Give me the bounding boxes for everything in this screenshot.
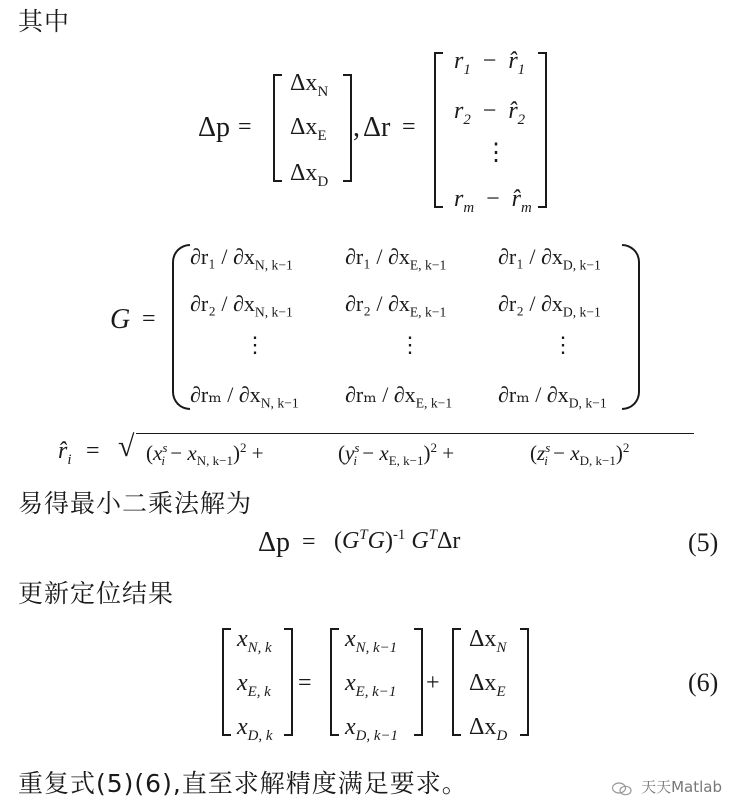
r-hat-term-y: $(y^s_i - x_{E, k-1})^2$ +: [338, 440, 455, 469]
watermark-text: 天天Matlab: [641, 778, 722, 796]
dr-row-2: $r_2$ − $r̂_2$: [454, 98, 526, 128]
dr-left-bracket: [434, 52, 443, 208]
update-text: 更新定位结果: [18, 579, 175, 608]
G-vdots: ⋮: [399, 332, 421, 357]
G-cell: $\partial r_m / \partial x_{N, k-1}$: [190, 382, 299, 411]
eq6-col2-row-e: $x_{E, k-1}$: [345, 670, 397, 700]
G-cell: $\partial r_2 / \partial x_{N, k-1}$: [190, 291, 293, 320]
dp-row-n: $\Delta x_N$: [290, 70, 329, 100]
G-left-paren: [172, 244, 190, 410]
dp-left-bracket: [273, 74, 282, 182]
eq5-equals: =: [302, 529, 316, 555]
eq6-col1-row-d: $x_{D, k}$: [237, 714, 273, 744]
G-cell: $\partial r_m / \partial x_{D, k-1}$: [498, 382, 607, 411]
eq6-equals: =: [298, 670, 312, 696]
G-vdots: ⋮: [244, 332, 266, 357]
eq6-col2-right-bracket: [414, 628, 423, 736]
eq6-col1-row-e: $x_{E, k}$: [237, 670, 271, 700]
G-cell: $\partial r_1 / \partial x_{N, k-1}$: [190, 244, 293, 273]
dp-row-e: $\Delta x_E$: [290, 114, 327, 144]
eq6-col3-row-e: $\Delta x_E$: [469, 670, 506, 700]
eq6-col3-left-bracket: [452, 628, 461, 736]
watermark: [612, 776, 722, 797]
eq6-col3-row-n: $\Delta x_N$: [469, 626, 507, 656]
r-hat-lhs: $r̂_i$: [58, 438, 72, 468]
dp-lhs: Δp: [198, 112, 231, 143]
eq6-plus: +: [426, 670, 440, 696]
G-cell: $\partial r_m / \partial x_{E, k-1}$: [345, 382, 453, 411]
eq6-col2-row-n: $x_{N, k-1}$: [345, 626, 398, 656]
G-cell: $\partial r_1 / \partial x_{E, k-1}$: [345, 244, 447, 273]
dp-equals: =: [238, 114, 252, 140]
dr-equals: =: [402, 114, 416, 140]
eq6-col2-row-d: $x_{D, k-1}$: [345, 714, 398, 744]
G-cell: $\partial r_2 / \partial x_{D, k-1}$: [498, 291, 601, 320]
G-cell: $\partial r_1 / \partial x_{D, k-1}$: [498, 244, 601, 273]
dr-right-bracket: [538, 52, 547, 208]
final-text: 重复式(5)(6),直至求解精度满足要求。: [18, 769, 468, 798]
wechat-icon: [612, 781, 632, 795]
eq6-col3-right-bracket: [520, 628, 529, 736]
dr-lhs: Δr: [363, 112, 391, 143]
G-lhs: G: [110, 304, 131, 335]
intro-text: 其中: [18, 7, 71, 36]
lsq-text: 易得最小二乘法解为: [18, 489, 253, 518]
r-hat-term-x: $(x^s_i - x_{N, k-1})^2$ +: [146, 440, 264, 469]
eq6-col1-row-n: $x_{N, k}$: [237, 626, 272, 656]
eq5-body: $(G^TG)^{-1}$ $G^T\Delta r$: [334, 527, 461, 554]
eq5-number: (5): [688, 528, 719, 557]
dr-vdots: ⋮: [484, 140, 508, 166]
dp-row-d: $\Delta x_D$: [290, 160, 329, 190]
sqrt-overline: [136, 433, 694, 434]
eq6-col1-right-bracket: [284, 628, 293, 736]
dr-separator: ,: [353, 112, 360, 143]
dp-right-bracket: [343, 74, 352, 182]
r-hat-term-z: $(z^s_i - x_{D, k-1})^2$: [530, 440, 630, 469]
dr-row-1: $r_1$ − $r̂_1$: [454, 48, 526, 78]
eq5-lhs: Δp: [258, 527, 291, 558]
eq6-col2-left-bracket: [330, 628, 339, 736]
sqrt-sign: √: [118, 430, 135, 463]
G-cell: $\partial r_2 / \partial x_{E, k-1}$: [345, 291, 447, 320]
G-equals: =: [142, 306, 156, 332]
G-right-paren: [622, 244, 640, 410]
G-vdots: ⋮: [552, 332, 574, 357]
dr-row-m: $r_m$ − $r̂_m$: [454, 186, 532, 216]
eq6-number: (6): [688, 668, 719, 697]
eq6-col3-row-d: $\Delta x_D$: [469, 714, 508, 744]
eq6-col1-left-bracket: [222, 628, 231, 736]
r-hat-equals: =: [86, 438, 100, 464]
